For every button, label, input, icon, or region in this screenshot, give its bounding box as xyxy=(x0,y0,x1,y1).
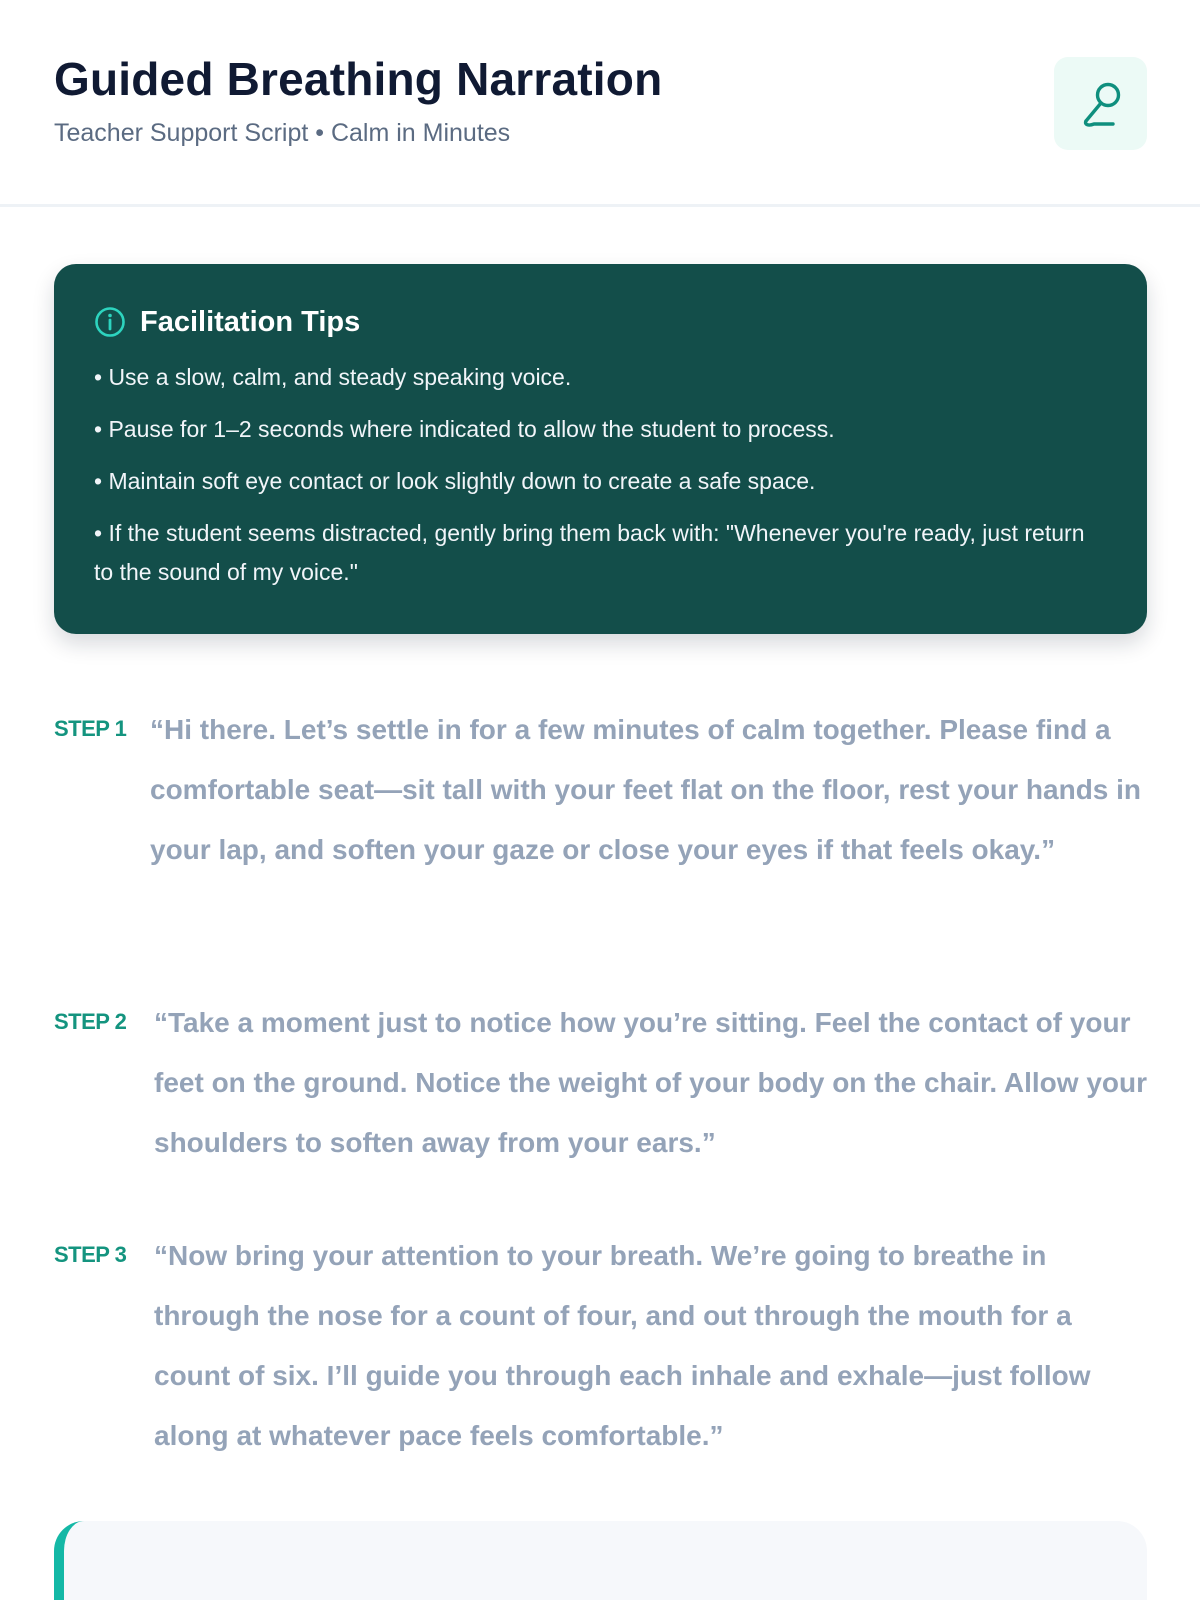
info-icon xyxy=(94,306,126,338)
step-script: “Take a moment just to notice how you’re sitting. Feel the contact of your feet on the ground. Notice the weight of your body on the chair. Allow your shoulders to soften away from your ears.” xyxy=(154,1007,1147,1158)
step-label: STEP 1 xyxy=(54,716,127,741)
tips-header xyxy=(94,304,1107,340)
facilitation-tips-card xyxy=(54,264,1147,634)
page-header xyxy=(0,0,1200,207)
page-title: Guided Breathing Narration xyxy=(54,53,663,105)
page-subtitle: Teacher Support Script • Calm in Minutes xyxy=(54,119,511,147)
tips-list xyxy=(94,358,1107,592)
tip-item: • Maintain soft eye contact or look slightly down to create a safe space. xyxy=(94,468,816,494)
cycle-card xyxy=(54,1521,1147,1600)
step-label: STEP 3 xyxy=(54,1242,127,1267)
microphone-icon xyxy=(1079,79,1123,129)
step-script: “Now bring your attention to your breath. We’re going to breathe in through the nose for a count of four, and out through the mouth for a count of six. I’ll guide you through each inhale and exhale—just follow along at whatever pace feels comfortable.” xyxy=(154,1240,1091,1451)
step-script: “Hi there. Let’s settle in for a few minutes of calm together. Please find a comfortable seat—sit tall with your feet flat on the floor, rest your hands in your lap, and soften your gaze or close your eyes if that feels okay.” xyxy=(150,714,1142,865)
tip-item: • Pause for 1–2 seconds where indicated to allow the student to process. xyxy=(94,416,835,442)
tip-item: • If the student seems distracted, gently bring them back with: "Whenever you're ready, just return to the sound of my voice." xyxy=(94,520,1085,585)
microphone-button[interactable] xyxy=(1054,57,1147,150)
step-label: STEP 2 xyxy=(54,1009,127,1034)
tips-title: Facilitation Tips xyxy=(140,305,361,338)
tip-item: • Use a slow, calm, and steady speaking voice. xyxy=(94,364,572,390)
